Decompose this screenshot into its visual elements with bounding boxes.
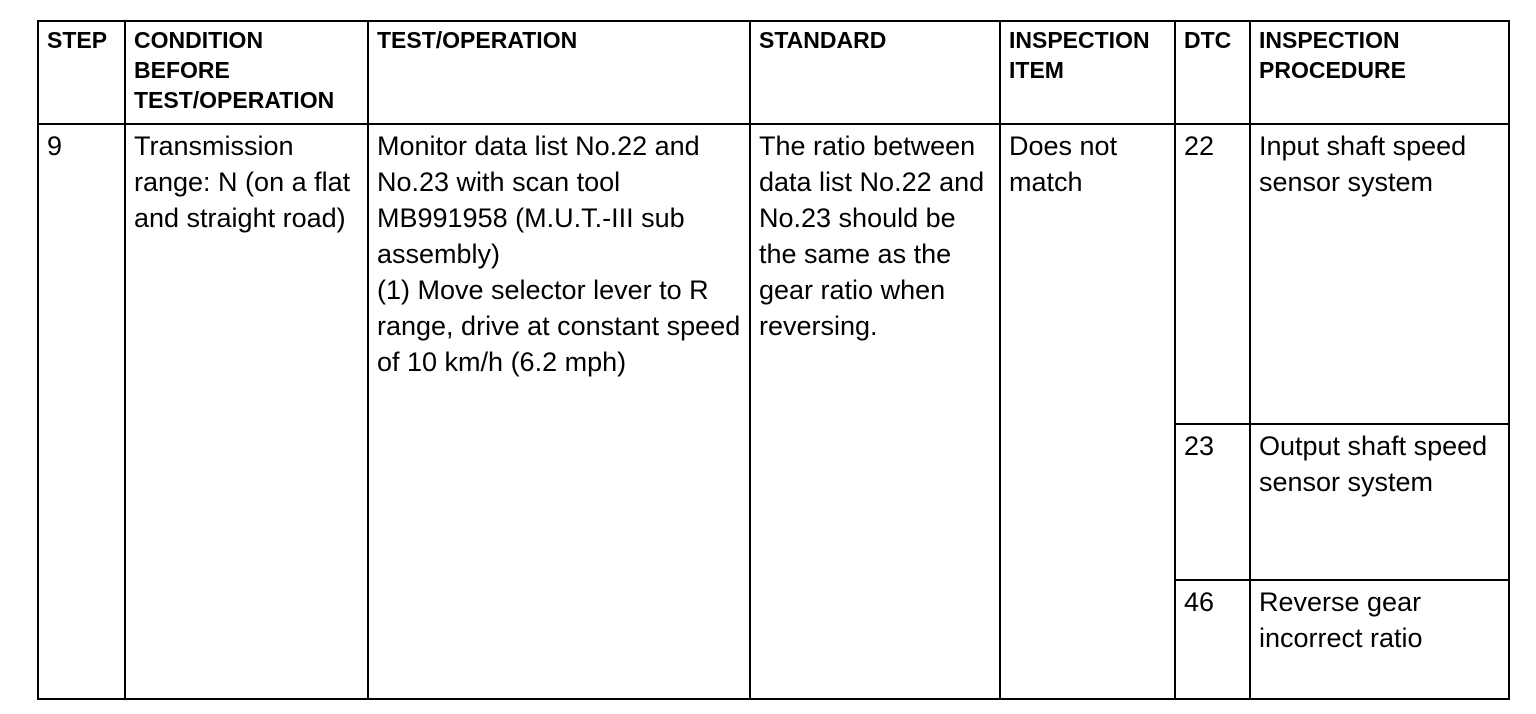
inspection-item-cell: Does not match <box>1000 124 1175 699</box>
standard-cell: The ratio between data list No.22 and No.23 should be the same as the gear ratio when reversing. <box>750 124 1000 699</box>
table-row <box>38 124 1509 424</box>
dtc-cell: 46 <box>1175 580 1250 699</box>
test-operation-cell <box>368 124 750 699</box>
procedure-cell: Input shaft speed sensor system <box>1250 124 1509 424</box>
header-dtc: DTC <box>1175 21 1250 124</box>
step-cell: 9 <box>38 124 125 699</box>
test-operation-step: (1) Move selector lever to R range, drive at constant speed of 10 km/h (6.2 mph) <box>377 275 741 377</box>
header-inspection-procedure: INSPECTION PROCEDURE <box>1250 21 1509 124</box>
procedure-cell: Output shaft speed sensor system <box>1250 424 1509 580</box>
condition-cell: Transmission range: N (on a flat and straight road) <box>125 124 368 699</box>
inspection-table <box>37 20 1510 700</box>
header-standard: STANDARD <box>750 21 1000 124</box>
header-inspection-item: INSPECTION ITEM <box>1000 21 1175 124</box>
dtc-cell: 23 <box>1175 424 1250 580</box>
test-operation-text: Monitor data list No.22 and No.23 with scan tool MB991958 (M.U.T.-III sub assembly) <box>377 131 700 269</box>
procedure-cell: Reverse gear incorrect ratio <box>1250 580 1509 699</box>
dtc-cell: 22 <box>1175 124 1250 424</box>
header-step: STEP <box>38 21 125 124</box>
header-test-operation: TEST/OPERATION <box>368 21 750 124</box>
header-condition: CONDITION BEFORE TEST/OPERATION <box>125 21 368 124</box>
header-row <box>38 21 1509 124</box>
